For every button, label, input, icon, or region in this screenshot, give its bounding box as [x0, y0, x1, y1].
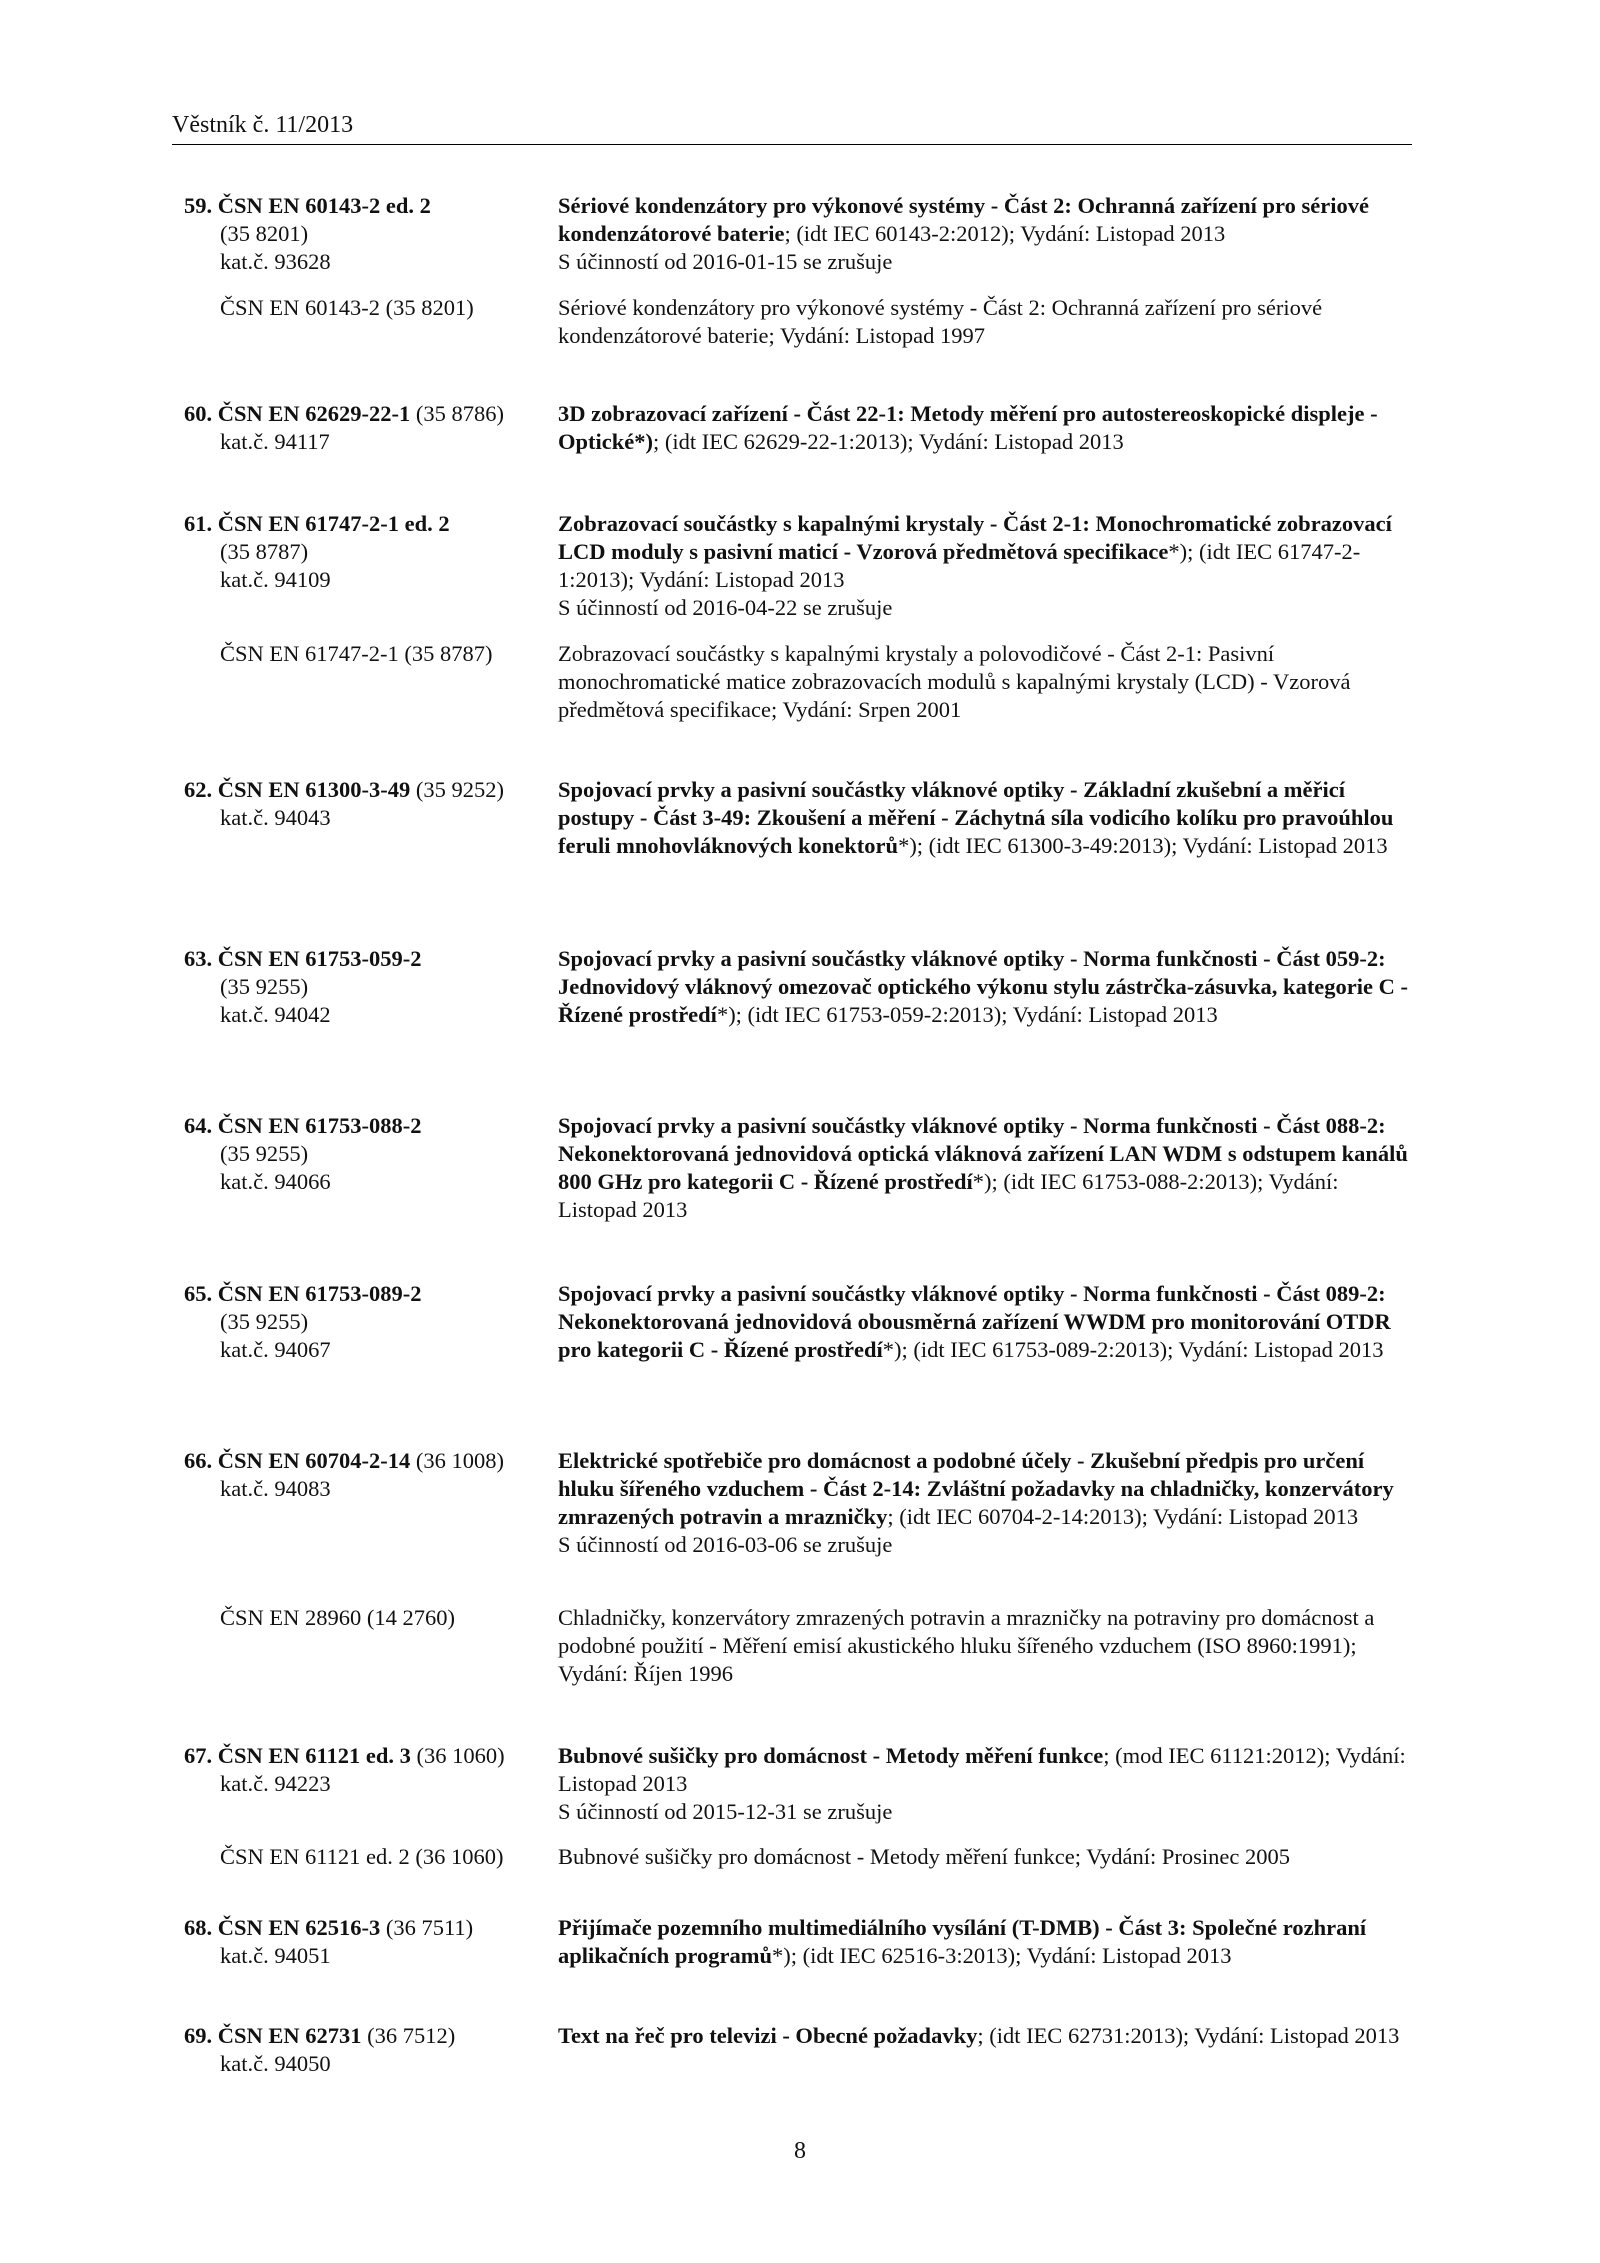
classification-code: (35 8786) — [415, 401, 505, 426]
title-bold: Zobrazovací součástky s kapalnými krystaly - Část 2-1: Monochromatické zobrazovací LCD moduly s pasivní maticí - Vzorová předmětová specifikace — [558, 511, 1392, 564]
catalog-number: kat.č. 94223 — [220, 1771, 331, 1796]
replaced-standard-code: ČSN EN 28960 (14 2760) — [220, 1605, 455, 1630]
classification-code: (36 1060) — [416, 1743, 505, 1768]
header-rule — [172, 144, 1412, 145]
title-details: ; (idt IEC 60704-2-14:2013); Vydání: Listopad 2013 — [887, 1504, 1359, 1529]
title-bold: Spojovací prvky a pasivní součástky vláknové optiky - Norma funkčnosti - Část 088-2: Nekonektorovaná jednovidová optická vláknová zařízení LAN WDM s odstupem kanálů 800 GHz pro kategorii C - Řízené prostředí — [558, 1113, 1408, 1194]
entry-title — [558, 945, 1408, 1029]
standard-code: ČSN EN 61300-3-49 — [217, 777, 411, 802]
classification-code: (36 7511) — [385, 1915, 474, 1940]
title-bold: 3D zobrazovací zařízení - Část 22-1: Metody měření pro autostereoskopické displeje - Optické*) — [558, 401, 1378, 454]
title-bold: Spojovací prvky a pasivní součástky vláknové optiky - Norma funkčnosti - Část 089-2: Nekonektorovaná jednovidová obousměrná zařízení WWDM pro monitorování OTDR pro kategorii C - Řízené prostředí — [558, 1281, 1391, 1362]
title-bold: Text na řeč pro televizi - Obecné požadavky — [558, 2023, 978, 2048]
classification-code: (35 8201) — [220, 221, 309, 246]
entry-number: 67. — [184, 1743, 213, 1768]
entry-title — [558, 400, 1408, 456]
entry-title — [558, 776, 1408, 860]
title-details: *); (idt IEC 62516-3:2013); Vydání: Listopad 2013 — [772, 1943, 1232, 1968]
catalog-number: kat.č. 94109 — [220, 567, 331, 592]
entry-number: 60. — [184, 401, 213, 426]
standard-code: ČSN EN 62731 — [217, 2023, 362, 2048]
title-details: *); (idt IEC 61747-2-1:2013); Vydání: Listopad 2013 — [558, 539, 1361, 592]
replaced-standard-title: Zobrazovací součástky s kapalnými krystaly a polovodičové - Část 2-1: Pasivní monochromatické matice zobrazovacích modulů s kapalnými krystaly (LCD) - Vzorová předmětová specifikace; Vydání: Srpen 2001 — [558, 641, 1351, 722]
entry-title — [558, 192, 1408, 276]
entry-number: 63. — [184, 946, 213, 971]
title-details: *); (idt IEC 61753-088-2:2013); Vydání: Listopad 2013 — [558, 1169, 1339, 1222]
entry-title — [558, 1280, 1408, 1364]
classification-code: (35 9255) — [220, 1309, 309, 1334]
catalog-number: kat.č. 94066 — [220, 1169, 331, 1194]
entry-title — [558, 1112, 1408, 1224]
entry-identifier — [184, 510, 544, 594]
title-bold: Elektrické spotřebiče pro domácnost a podobné účely - Zkušební předpis pro určení hluku šířeného vzduchem - Část 2-14: Zvláštní požadavky na chladničky, konzervátory zmrazených potravin a mrazničky — [558, 1448, 1394, 1529]
entry-number: 59. — [184, 193, 213, 218]
document-header: Věstník č. 11/2013 — [172, 112, 354, 138]
catalog-number: kat.č. 94043 — [220, 805, 331, 830]
catalog-number: kat.č. 94042 — [220, 1002, 331, 1027]
title-details: ; (idt IEC 60143-2:2012); Vydání: Listopad 2013 — [784, 221, 1226, 246]
standard-code: ČSN EN 61121 ed. 3 — [217, 1743, 411, 1768]
replaced-standard-code: ČSN EN 61121 ed. 2 (36 1060) — [220, 1844, 504, 1869]
entry-title — [558, 510, 1408, 622]
entry-identifier — [184, 945, 544, 1029]
entry-number: 69. — [184, 2023, 213, 2048]
page-number: 8 — [794, 2138, 806, 2164]
entry-identifier — [184, 1112, 544, 1196]
withdrawal-note: S účinností od 2016-01-15 se zrušuje — [558, 249, 893, 274]
classification-code: (35 9255) — [220, 1141, 309, 1166]
title-details: *); (idt IEC 61300-3-49:2013); Vydání: Listopad 2013 — [898, 833, 1388, 858]
entry-title — [558, 2022, 1408, 2050]
standard-code: ČSN EN 60143-2 ed. 2 — [217, 193, 431, 218]
withdrawal-note: S účinností od 2016-03-06 se zrušuje — [558, 1532, 893, 1557]
entry-number: 68. — [184, 1915, 213, 1940]
catalog-number: kat.č. 93628 — [220, 249, 331, 274]
entry-identifier — [184, 2022, 544, 2078]
standard-code: ČSN EN 61753-059-2 — [217, 946, 422, 971]
entry-title — [558, 1742, 1408, 1826]
title-bold: Bubnové sušičky pro domácnost - Metody měření funkce — [558, 1743, 1104, 1768]
title-details: *); (idt IEC 61753-059-2:2013); Vydání: Listopad 2013 — [716, 1002, 1218, 1027]
entry-identifier — [184, 400, 544, 456]
title-bold: Sériové kondenzátory pro výkonové systémy - Část 2: Ochranná zařízení pro sériové kondenzátorové baterie — [558, 193, 1369, 246]
entry-identifier — [184, 1280, 544, 1364]
title-bold: Spojovací prvky a pasivní součástky vláknové optiky - Norma funkčnosti - Část 059-2: Jednovidový vláknový omezovač optického výkonu stylu zástrčka-zásuvka, kategorie C - Řízené prostředí — [558, 946, 1409, 1027]
entry-number: 62. — [184, 777, 213, 802]
classification-code: (35 8787) — [220, 539, 309, 564]
catalog-number: kat.č. 94050 — [220, 2051, 331, 2076]
classification-code: (36 1008) — [415, 1448, 505, 1473]
title-bold: Přijímače pozemního multimediálního vysílání (T-DMB) - Část 3: Společné rozhraní aplikačních programů — [558, 1915, 1367, 1968]
entry-identifier — [184, 1742, 544, 1798]
classification-code: (35 9255) — [220, 974, 309, 999]
standard-code: ČSN EN 60704-2-14 — [217, 1448, 411, 1473]
title-details: ; (mod IEC 61121:2012); Vydání: Listopad 2013 — [558, 1743, 1406, 1796]
classification-code: (36 7512) — [367, 2023, 456, 2048]
entry-number: 66. — [184, 1448, 213, 1473]
standard-code: ČSN EN 61753-088-2 — [217, 1113, 422, 1138]
withdrawal-note: S účinností od 2015-12-31 se zrušuje — [558, 1799, 893, 1824]
catalog-number: kat.č. 94067 — [220, 1337, 331, 1362]
standard-code: ČSN EN 61753-089-2 — [217, 1281, 422, 1306]
title-bold: Spojovací prvky a pasivní součástky vláknové optiky - Základní zkušební a měřicí postupy - Část 3-49: Zkoušení a měření - Záchytná síla vodicího kolíku pro pravoúhlou feruli mnohovláknových konektorů — [558, 777, 1394, 858]
replaced-standard-title: Bubnové sušičky pro domácnost - Metody měření funkce; Vydání: Prosinec 2005 — [558, 1844, 1290, 1869]
entry-identifier — [184, 1914, 544, 1970]
title-details: ; (idt IEC 62629-22-1:2013); Vydání: Listopad 2013 — [653, 429, 1124, 454]
catalog-number: kat.č. 94117 — [220, 429, 330, 454]
entry-identifier — [184, 1447, 544, 1503]
entry-identifier — [184, 776, 544, 832]
title-details: ; (idt IEC 62731:2013); Vydání: Listopad 2013 — [977, 2023, 1400, 2048]
entry-number: 64. — [184, 1113, 213, 1138]
replaced-standard-code: ČSN EN 60143-2 (35 8201) — [220, 295, 474, 320]
entry-title — [558, 1447, 1408, 1559]
title-details: *); (idt IEC 61753-089-2:2013); Vydání: Listopad 2013 — [882, 1337, 1384, 1362]
entry-number: 61. — [184, 511, 213, 536]
entry-title — [558, 1914, 1408, 1970]
standard-code: ČSN EN 62629-22-1 — [217, 401, 411, 426]
classification-code: (35 9252) — [415, 777, 505, 802]
standard-code: ČSN EN 62516-3 — [217, 1915, 381, 1940]
catalog-number: kat.č. 94083 — [220, 1476, 331, 1501]
replaced-standard-title: Sériové kondenzátory pro výkonové systémy - Část 2: Ochranná zařízení pro sériové kondenzátorové baterie; Vydání: Listopad 1997 — [558, 295, 1323, 348]
entry-identifier — [184, 192, 544, 276]
replaced-standard-title: Chladničky, konzervátory zmrazených potravin a mrazničky na potraviny pro domácnost a podobné použití - Měření emisí akustického hluku šířeného vzduchem (ISO 8960:1991); Vydání: Říjen 1996 — [558, 1605, 1375, 1686]
entry-number: 65. — [184, 1281, 213, 1306]
catalog-number: kat.č. 94051 — [220, 1943, 331, 1968]
standard-code: ČSN EN 61747-2-1 ed. 2 — [217, 511, 450, 536]
withdrawal-note: S účinností od 2016-04-22 se zrušuje — [558, 595, 893, 620]
replaced-standard-code: ČSN EN 61747-2-1 (35 8787) — [220, 641, 493, 666]
